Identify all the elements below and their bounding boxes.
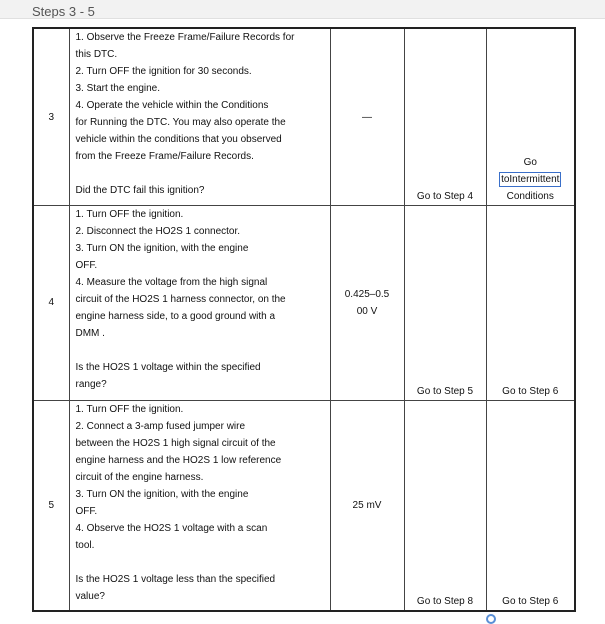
yes-action: Go to Step 5 — [404, 206, 486, 401]
action-line: engine harness side, to a good ground with a — [75, 311, 276, 323]
action-line: for Running the DTC. You may also operate the — [75, 117, 286, 128]
action-line: 2. Turn OFF the ignition for 30 seconds. — [75, 66, 252, 77]
no-action — [486, 28, 575, 206]
question-line: Is the HO2S 1 voltage within the specified — [75, 362, 261, 374]
action-line: 3. Turn ON the ignition, with the engine — [75, 488, 249, 500]
action-line: from the Freeze Frame/Failure Records. — [75, 151, 254, 162]
no-action: Go to Step 6 — [486, 400, 575, 611]
step-question: Did the DTC fail this ignition? — [75, 185, 205, 196]
steps-heading: Steps 3 - 5 — [32, 6, 95, 18]
step-number: 4 — [33, 206, 69, 401]
step-number: 5 — [33, 400, 69, 611]
action-line: 1. Turn OFF the ignition. — [75, 403, 184, 415]
action-line: OFF. — [75, 260, 98, 272]
step-question — [76, 359, 324, 393]
action-line: tool. — [75, 539, 95, 551]
value-line: 0.425–0.5 — [344, 288, 390, 300]
action-line: 4. Measure the voltage from the high signal — [75, 277, 268, 289]
step-value — [330, 28, 404, 206]
yes-action: Go to Step 4 — [404, 28, 486, 206]
table-row-step-3 — [33, 28, 575, 206]
action-line: 2. Connect a 3-amp fused jumper wire — [75, 420, 246, 432]
scroll-indicator-icon — [486, 614, 496, 624]
question-line: Is the HO2S 1 voltage less than the specified — [75, 573, 276, 585]
action-line: 3. Start the engine. — [75, 83, 161, 94]
action-line: OFF. — [75, 505, 98, 517]
action-line: 1. Turn OFF the ignition. — [75, 209, 184, 221]
intermittent-conditions-link[interactable]: toIntermittent — [501, 174, 560, 186]
action-line: 3. Turn ON the ignition, with the engine — [75, 243, 249, 255]
action-line: 1. Observe the Freeze Frame/Failure Records for — [75, 32, 295, 43]
step-value — [330, 206, 404, 401]
no-action-prefix: Go — [523, 157, 537, 169]
action-line: circuit of the engine harness. — [75, 471, 204, 483]
no-action-suffix: Conditions — [506, 191, 554, 203]
table-row-step-5 — [33, 400, 575, 611]
step-number: 3 — [33, 28, 69, 206]
action-line: DMM . — [75, 328, 105, 340]
table-row-step-4 — [33, 206, 575, 401]
action-line: 4. Observe the HO2S 1 voltage with a scan — [75, 522, 268, 534]
action-line: circuit of the HO2S 1 harness connector, on the — [75, 294, 286, 306]
action-line: 2. Disconnect the HO2S 1 connector. — [75, 226, 241, 238]
question-line: value? — [75, 590, 105, 602]
action-line: this DTC. — [75, 49, 118, 60]
action-line: between the HO2S 1 high signal circuit of the — [75, 437, 276, 449]
step-action — [69, 28, 330, 206]
yes-action: Go to Step 8 — [404, 400, 486, 611]
diagnostic-steps-table — [32, 27, 576, 612]
step-value: 25 mV — [330, 400, 404, 611]
step-question — [76, 571, 324, 605]
step-action — [69, 400, 330, 611]
question-line: range? — [75, 379, 107, 391]
step-action — [69, 206, 330, 401]
action-line: vehicle within the conditions that you observed — [75, 134, 282, 145]
action-line: engine harness and the HO2S 1 low reference — [75, 454, 282, 466]
action-line: 4. Operate the vehicle within the Conditions — [75, 100, 269, 111]
value-text: — — [362, 111, 372, 123]
no-action: Go to Step 6 — [486, 206, 575, 401]
value-line: 00 V — [356, 305, 378, 317]
